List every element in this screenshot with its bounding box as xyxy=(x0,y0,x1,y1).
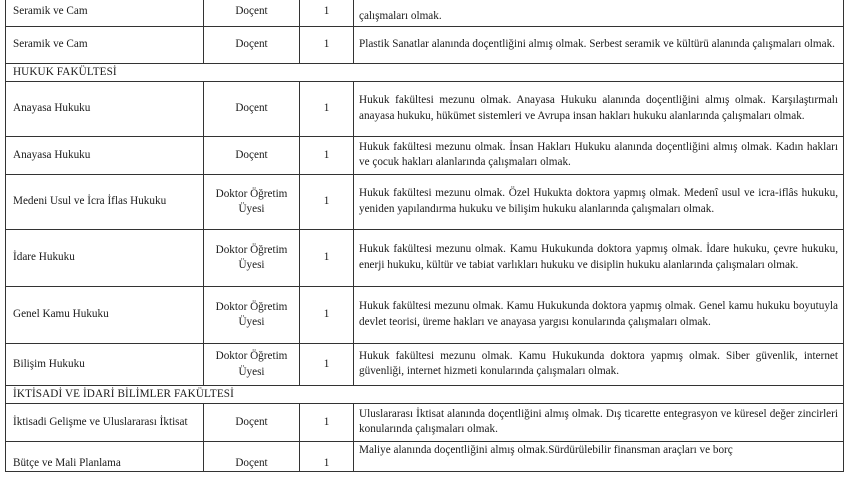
title-cell: Doçent xyxy=(204,0,300,27)
count-cell: 1 xyxy=(300,230,354,287)
document-page xyxy=(5,0,843,472)
faculty-heading: İKTİSADİ VE İDARİ BİLİMLER FAKÜLTESİ xyxy=(6,386,844,404)
table-row xyxy=(6,344,844,386)
count-cell: 1 xyxy=(300,287,354,344)
count-cell: 1 xyxy=(300,442,354,472)
table-row xyxy=(6,230,844,287)
title-cell: Doktor Öğretim Üyesi xyxy=(204,344,300,386)
requirement-cell: Hukuk fakültesi mezunu olmak. İnsan Hakları Hukuku alanında doçentliğini almış olmak. Kadın hakları ve çocuk hakları alanlarında çalışmaları olmak. xyxy=(354,137,844,175)
table-row xyxy=(6,0,844,27)
department-cell: Anayasa Hukuku xyxy=(6,137,204,175)
requirement-cell: Plastik Sanatlar alanında doçentliğini almış olmak. Serbest seramik ve kültürü alanında çalışmaları olmak. xyxy=(354,27,844,64)
faculty-heading-row xyxy=(6,386,844,404)
table-row xyxy=(6,175,844,230)
title-cell: Doçent xyxy=(204,137,300,175)
title-cell: Doçent xyxy=(204,27,300,64)
department-cell: Seramik ve Cam xyxy=(6,0,204,27)
title-cell: Doktor Öğretim Üyesi xyxy=(204,230,300,287)
requirement-cell: Hukuk fakültesi mezunu olmak. Özel Hukukta doktora yapmış olmak. Medenî usul ve icra-iflâs hukuku, yeniden yapılandırma hukuku ve bilişim hukuku alanlarında çalışmaları olmak. xyxy=(354,175,844,230)
faculty-heading-row xyxy=(6,64,844,82)
department-cell: İktisadi Gelişme ve Uluslararası İktisat xyxy=(6,404,204,442)
count-cell: 1 xyxy=(300,404,354,442)
count-cell: 1 xyxy=(300,344,354,386)
title-cell: Doçent xyxy=(204,404,300,442)
count-cell: 1 xyxy=(300,82,354,137)
department-cell: Bilişim Hukuku xyxy=(6,344,204,386)
requirement-cell: Maliye alanında doçentliğini almış olmak.Sürdürülebilir finansman araçları ve borç xyxy=(354,442,844,472)
title-cell: Doçent xyxy=(204,442,300,472)
requirement-cell: Hukuk fakültesi mezunu olmak. Kamu Hukukunda doktora yapmış olmak. Genel kamu hukuku boyutuyla devlet teorisi, üreme hakları ve anayasa yargısı konularında çalışmaları olmak. xyxy=(354,287,844,344)
department-cell: Medeni Usul ve İcra İflas Hukuku xyxy=(6,175,204,230)
faculty-heading: HUKUK FAKÜLTESİ xyxy=(6,64,844,82)
requirement-cell: Uluslararası İktisat alanında doçentliğini almış olmak. Dış ticarette entegrasyon ve küresel değer zincirleri konularında çalışmaları olmak. xyxy=(354,404,844,442)
requirement-cell: Hukuk fakültesi mezunu olmak. Anayasa Hukuku alanında doçentliğini almış olmak. Karşılaştırmalı anayasa hukuku, hükümet sistemleri ve Avrupa insan hakları hukuku alanlarında çalışmaları olmak. xyxy=(354,82,844,137)
count-cell: 1 xyxy=(300,27,354,64)
table-row xyxy=(6,137,844,175)
count-cell: 1 xyxy=(300,137,354,175)
department-cell: Genel Kamu Hukuku xyxy=(6,287,204,344)
table-row xyxy=(6,404,844,442)
title-cell: Doktor Öğretim Üyesi xyxy=(204,175,300,230)
department-cell: Anayasa Hukuku xyxy=(6,82,204,137)
department-cell: Bütçe ve Mali Planlama xyxy=(6,442,204,472)
table-row xyxy=(6,27,844,64)
title-cell: Doçent xyxy=(204,82,300,137)
requirement-cell: Hukuk fakültesi mezunu olmak. Kamu Hukukunda doktora yapmış olmak. Siber güvenlik, internet güvenliği, internet hizmeti konularında çalışmaları olmak. xyxy=(354,344,844,386)
requirement-cell: Hukuk fakültesi mezunu olmak. Kamu Hukukunda doktora yapmış olmak. İdare hukuku, çevre hukuku, enerji hukuku, kültür ve tabiat varlıkları hukuku ve disiplin hukuku alanlarında çalışmaları olmak. xyxy=(354,230,844,287)
department-cell: İdare Hukuku xyxy=(6,230,204,287)
department-cell: Seramik ve Cam xyxy=(6,27,204,64)
table-row xyxy=(6,287,844,344)
title-cell: Doktor Öğretim Üyesi xyxy=(204,287,300,344)
table-row xyxy=(6,82,844,137)
requirement-cell: çalışmaları olmak. xyxy=(354,0,844,27)
count-cell: 1 xyxy=(300,0,354,27)
positions-table xyxy=(5,0,844,472)
table-row xyxy=(6,442,844,472)
count-cell: 1 xyxy=(300,175,354,230)
